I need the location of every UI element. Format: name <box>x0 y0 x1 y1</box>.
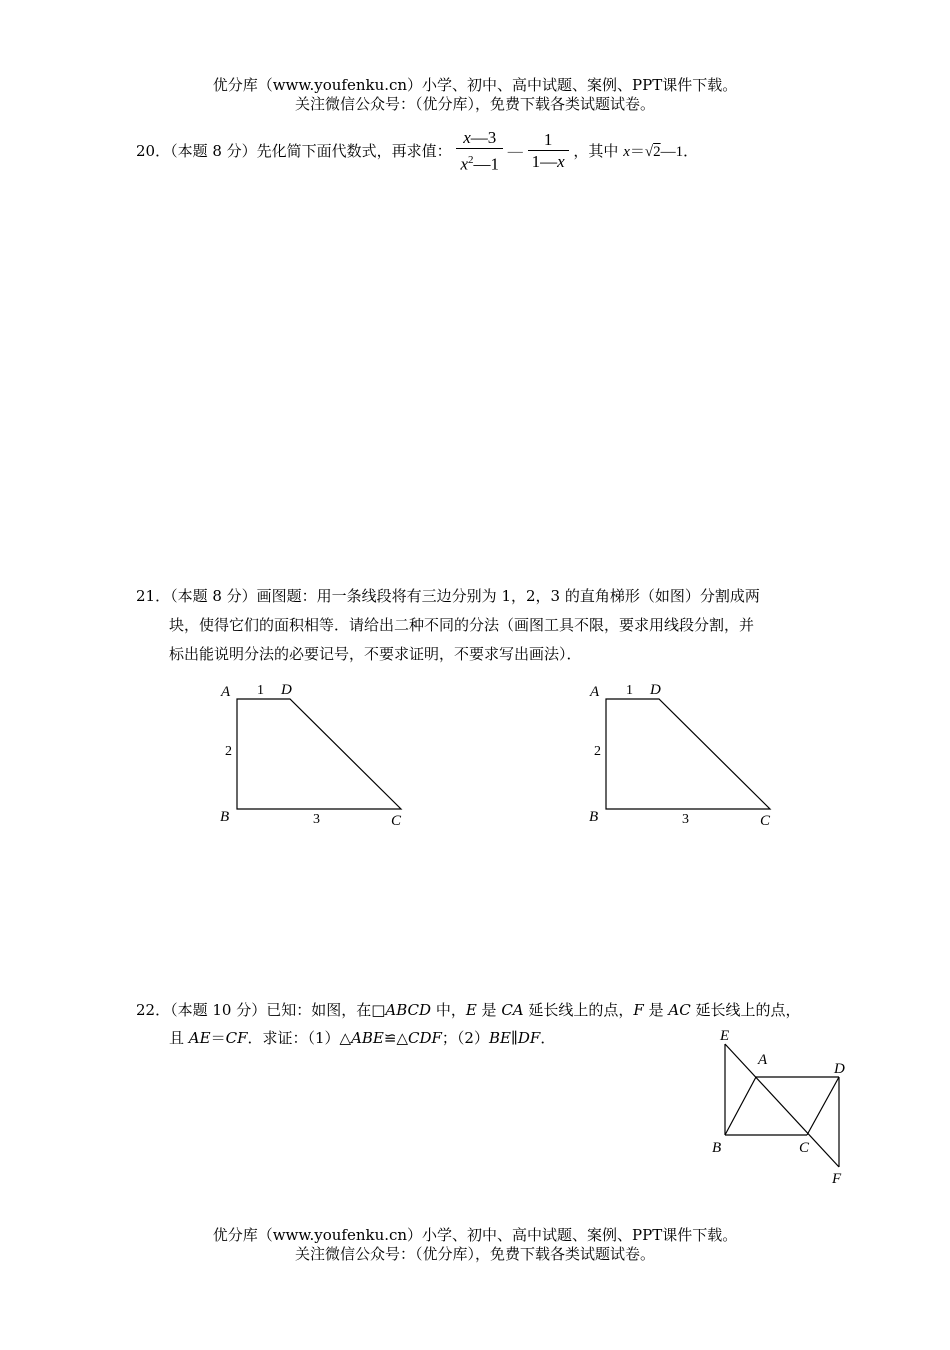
q20-f1-num-rest: —3 <box>470 128 497 147</box>
q20-condition <box>623 144 683 160</box>
q22-text: 中， <box>431 1001 466 1019</box>
q20-cond-eq: ＝ <box>629 143 645 160</box>
q22-text: 延长线上的点， <box>690 1001 801 1019</box>
q22-ac: AC <box>668 1001 691 1019</box>
q22-ae: AE <box>188 1029 211 1047</box>
q22-be: BE <box>488 1029 511 1047</box>
q22-ca: CA <box>501 1001 524 1019</box>
q22-text: 且 <box>169 1029 189 1047</box>
q20-f1-den-x: x <box>460 154 469 174</box>
trapezoid-figure-2 <box>579 678 789 838</box>
q20-cond-rad: 2 <box>653 143 661 160</box>
label-len-2: 2 <box>594 744 601 759</box>
parallelogram-figure <box>700 1022 860 1192</box>
q22-cf: CF <box>225 1029 248 1047</box>
question-22-line-1 <box>136 996 800 1025</box>
question-20 <box>136 128 698 176</box>
q22-text: ；（2） <box>441 1029 489 1047</box>
segment-CD <box>807 1077 839 1135</box>
q20-f2-num: 1 <box>543 130 553 150</box>
q21-line1: （本题 8 分）画图题：用一条线段将有三边分别为 1，2，3 的直角梯形（如图）分割成两 <box>170 587 760 605</box>
footer-line-2: 关注微信公众号：（优分库），免费下载各类试题试卷。 <box>294 1245 655 1263</box>
q20-f1-den-rest: —1 <box>473 154 500 174</box>
question-21-line-3: 标出能说明分法的必要记号，不要求证明，不要求写出画法）． <box>169 645 582 663</box>
q22-text: 延长线上的点， <box>523 1001 634 1019</box>
q20-where: ，其中 <box>573 141 619 160</box>
question-22-line-2 <box>136 1024 555 1053</box>
trapezoid-shape <box>606 699 770 809</box>
question-21-line-1 <box>136 582 760 611</box>
question-21-line-2: 块，使得它们的面积相等．请给出二种不同的分法（画图工具不限，要求用线段分割，并 <box>169 616 755 634</box>
q21-number: 21． <box>136 587 171 605</box>
segment-BA <box>725 1077 756 1135</box>
q22-congruent: ≌△ <box>383 1029 408 1047</box>
q22-line1-pre: （本题 10 分）已知：如图，在 <box>170 1001 372 1019</box>
label-E: E <box>720 1028 730 1044</box>
q20-fraction-2 <box>528 130 569 173</box>
header-line-1: 优分库（www.youfenku.cn）小学、初中、高中试题、案例、PPT课件下载。 <box>212 76 738 94</box>
label-B: B <box>589 809 599 825</box>
q20-fraction-1 <box>456 128 503 176</box>
q20-number: 20． <box>136 141 171 160</box>
q22-cdf: CDF <box>408 1029 442 1047</box>
label-len-2: 2 <box>225 744 232 759</box>
q22-eq: ＝ <box>210 1029 226 1047</box>
label-A: A <box>758 1052 768 1068</box>
q22-text: ．求证：（1）△ <box>247 1029 352 1047</box>
q22-abcd: ABCD <box>385 1001 432 1019</box>
label-len-3: 3 <box>682 812 689 827</box>
label-len-3: 3 <box>313 812 320 827</box>
label-D: D <box>834 1061 845 1077</box>
q22-text: ． <box>540 1029 556 1047</box>
label-B: B <box>712 1140 722 1156</box>
trapezoid-shape <box>237 699 401 809</box>
q20-intro: （本题 8 分）先化简下面代数式，再求值： <box>170 141 452 160</box>
q22-e: E <box>465 1001 477 1019</box>
q22-parallelogram-symbol: □ <box>371 1001 386 1019</box>
q22-text: 是 <box>643 1001 669 1019</box>
q22-abe: ABE <box>351 1029 384 1047</box>
label-B: B <box>220 809 230 825</box>
q20-end: ． <box>683 141 699 160</box>
q22-number: 22． <box>136 1001 171 1019</box>
label-len-1: 1 <box>626 683 633 698</box>
header-line-2: 关注微信公众号：（优分库），免费下载各类试题试卷。 <box>294 95 655 113</box>
label-D: D <box>281 682 292 698</box>
q20-f1-den-exp: 2 <box>468 154 474 166</box>
label-C: C <box>391 813 402 829</box>
q20-minus: — <box>507 143 523 160</box>
q20-cond-root: √ <box>644 143 654 160</box>
label-A: A <box>590 684 600 700</box>
q20-f1-num-x: x <box>463 128 471 147</box>
q22-text: 是 <box>476 1001 502 1019</box>
segment-EF <box>725 1044 839 1167</box>
label-D: D <box>650 682 661 698</box>
label-A: A <box>221 684 231 700</box>
q22-parallel: ∥ <box>510 1029 518 1047</box>
trapezoid-figure-1 <box>210 678 420 838</box>
q22-df: DF <box>517 1029 541 1047</box>
q20-f2-den-x: x <box>557 152 565 172</box>
q20-cond-rest: —1 <box>660 143 684 160</box>
footer-line-1: 优分库（www.youfenku.cn）小学、初中、高中试题、案例、PPT课件下载。 <box>212 1226 738 1244</box>
q20-cond-x: x <box>623 143 630 160</box>
label-len-1: 1 <box>257 683 264 698</box>
q20-f2-den-pre: 1— <box>531 152 558 172</box>
label-C: C <box>799 1140 810 1156</box>
label-C: C <box>760 813 771 829</box>
q22-f: F <box>633 1001 644 1019</box>
label-F: F <box>832 1171 842 1187</box>
